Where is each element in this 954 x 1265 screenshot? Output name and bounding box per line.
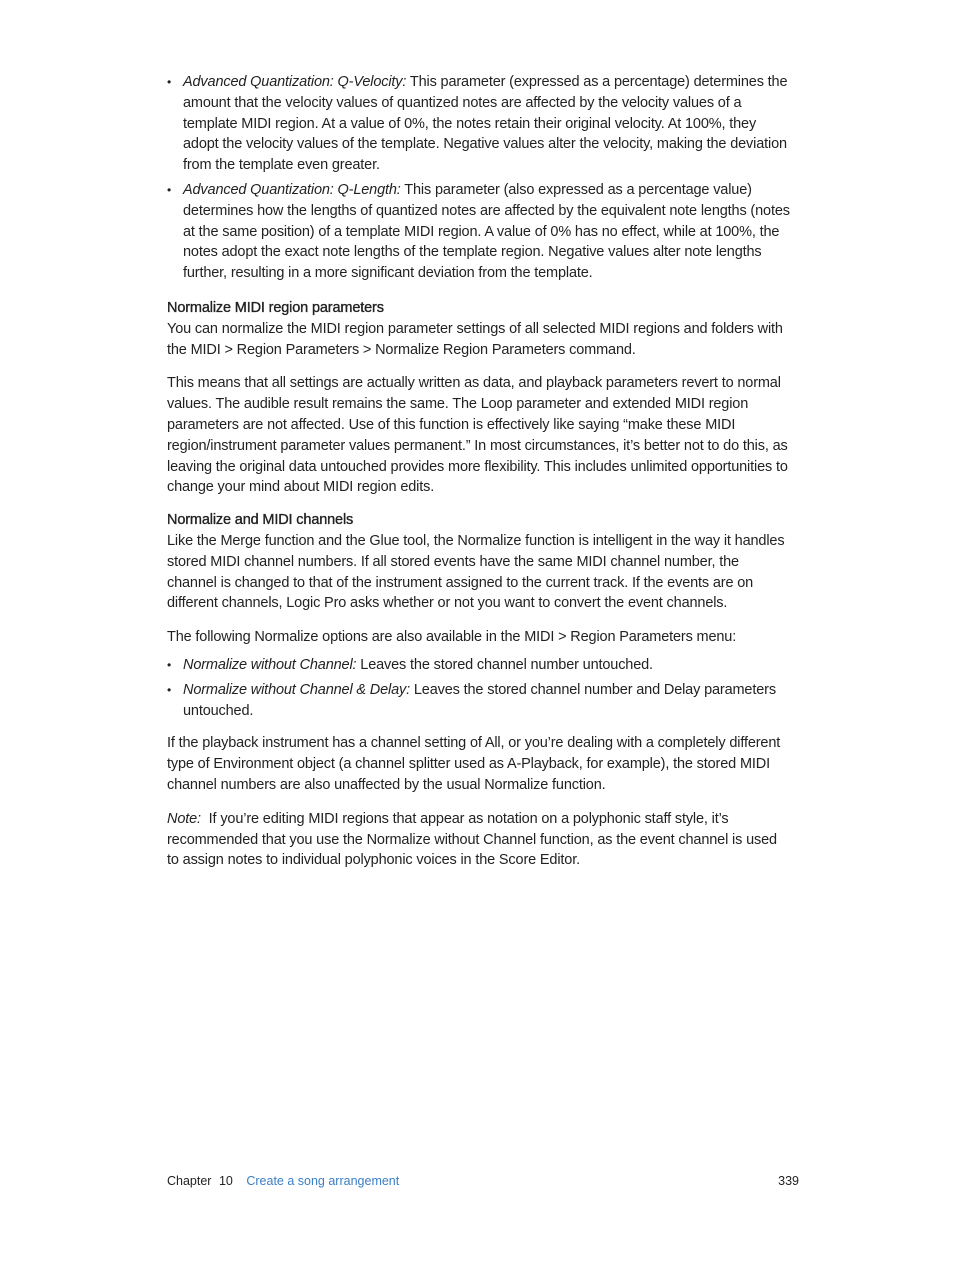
list-item xyxy=(167,180,792,284)
list-item-term: Advanced Quantization: Q-Velocity: xyxy=(183,74,407,90)
section-heading-normalize-midi-channels: Normalize and MIDI channels xyxy=(167,512,354,529)
list-item-text: Leaves the stored channel number and Delay parameters untouched. xyxy=(183,681,776,719)
paragraph: This means that all settings are actually written as data, and playback parameters revert to normal values. The audible result remains the same. The Loop parameter and extended MIDI region parameters are not affected. Use of this function is effectively like saying “make these MIDI region/instrument parameter values permanent.” In most circumstances, it’s better not to do this, as leaving the original data untouched provides more flexibility. This includes unlimited opportunities to change your mind about MIDI region edits. xyxy=(167,375,788,496)
list-item-term: Advanced Quantization: Q-Length: xyxy=(183,181,401,198)
paragraph: If the playback instrument has a channel setting of All, or you’re dealing with a completely different type of Environment object (a channel splitter used as A-Playback, for example), the stored MIDI channel numbers are also unaffected by the usual Normalize function. xyxy=(167,735,781,793)
paragraph: You can normalize the MIDI region parameter settings of all selected MIDI regions and folders with the MIDI > Region Parameters > Normalize Region Parameters command. xyxy=(167,320,783,358)
paragraph: The following Normalize options are also available in the MIDI > Region Parameters menu: xyxy=(167,629,737,646)
note-text: If you’re editing MIDI regions that appear as notation on a polyphonic staff style, it’s recommended that you use the Normalize without Channel function, as the event channel is used to assign notes to individual polyphonic voices in the Score Editor. xyxy=(167,810,781,869)
footer-chapter-label: Chapter xyxy=(167,1174,212,1188)
note-paragraph xyxy=(167,809,792,871)
footer-chapter-number: 10 xyxy=(218,1174,233,1188)
list-item-term: Normalize without Channel: xyxy=(183,656,357,673)
footer-page-number: 339 xyxy=(778,1174,799,1188)
list-item xyxy=(167,72,792,176)
quantization-parameter-list xyxy=(167,72,792,284)
list-item-term: Normalize without Channel & Delay: xyxy=(183,681,411,698)
page-footer xyxy=(167,1173,799,1189)
list-item-text: This parameter (expressed as a percentage) determines the amount that the velocity values of quantized notes are affected by the velocity values of a template MIDI region. At a value of 0%, the notes retain their original velocity. At 100%, they adopt the velocity values of the template. Negative values alter the velocity, making the deviation from the template even greater. xyxy=(183,74,788,174)
list-item-text: This parameter (also expressed as a percentage value) determines how the lengths of quantized notes are affected by the equivalent note lengths (notes at the same position) of a template MIDI region. A value of 0% has no effect, while at 100%, the notes adopt the exact note lengths of the template region. Negative values alter note lengths further, resulting in a more significant deviation from the template. xyxy=(183,181,790,282)
page-content xyxy=(167,72,792,884)
note-label: Note: xyxy=(167,810,201,827)
bullet-icon: • xyxy=(167,75,172,89)
paragraph: Like the Merge function and the Glue tool, the Normalize function is intelligent in the way it handles stored MIDI channel numbers. If all stored events have the same MIDI channel number, the channel is changed to that of the instrument assigned to the current track. If the events are on different channels, Logic Pro asks whether or not you want to convert the event channels. xyxy=(167,532,785,612)
footer-chapter-link[interactable]: Create a song arrangement xyxy=(246,1174,400,1188)
section-heading-normalize-parameters: Normalize MIDI region parameters xyxy=(167,299,384,316)
list-item xyxy=(167,655,792,676)
bullet-icon: • xyxy=(167,682,172,697)
list-item xyxy=(167,680,792,722)
list-item-text: Leaves the stored channel number untouched. xyxy=(356,656,653,673)
normalize-options-list xyxy=(167,655,792,721)
bullet-icon: • xyxy=(167,182,172,197)
bullet-icon: • xyxy=(167,657,172,672)
